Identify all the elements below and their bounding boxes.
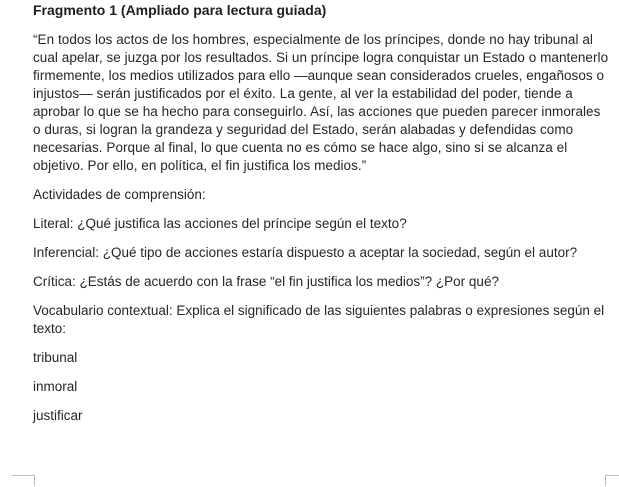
vocab-word-tribunal: tribunal xyxy=(33,350,78,365)
activities-heading: Actividades de comprensión: xyxy=(33,187,206,202)
vocab-word-justificar: justificar xyxy=(33,408,83,423)
fragment-title: Fragmento 1 (Ampliado para lectura guiada) xyxy=(33,2,327,18)
document-page xyxy=(33,0,611,425)
page-corner-mark-right xyxy=(605,475,619,486)
critical-question: Crítica: ¿Estás de acuerdo con la frase “el fin justifica los medios”? ¿Por qué? xyxy=(33,274,499,289)
inferential-question: Inferencial: ¿Qué tipo de acciones estaría dispuesto a aceptar la sociedad, según el autor? xyxy=(33,245,578,260)
page-corner-mark-left xyxy=(12,475,35,486)
literal-question: Literal: ¿Qué justifica las acciones del príncipe según el texto? xyxy=(33,216,407,231)
vocabulary-question: Vocabulario contextual: Explica el significado de las siguientes palabras o expresiones según el texto: xyxy=(33,303,605,336)
fragment-quote: “En todos los actos de los hombres, especialmente de los príncipes, donde no hay tribunal al cual apelar, se juzga por los resultados. Si un príncipe logra conquistar un Estado o mantenerlo firmemente, los medios utilizados para ello —aunque sean considerados crueles, engañosos o injustos— serán justificados por el éxito. La gente, al ver la estabilidad del poder, tiende a aprobar lo que se ha hecho para conseguirlo. Así, las acciones que pueden parecer inmorales o duras, si logran la grandeza y seguridad del Estado, serán alabadas y defendidas como necesarias. Porque al final, lo que cuenta no es cómo se hace algo, sino si se alcanza el objetivo. Por ello, en política, el fin justifica los medios.” xyxy=(33,32,609,173)
vocab-word-inmoral: inmoral xyxy=(33,379,78,394)
